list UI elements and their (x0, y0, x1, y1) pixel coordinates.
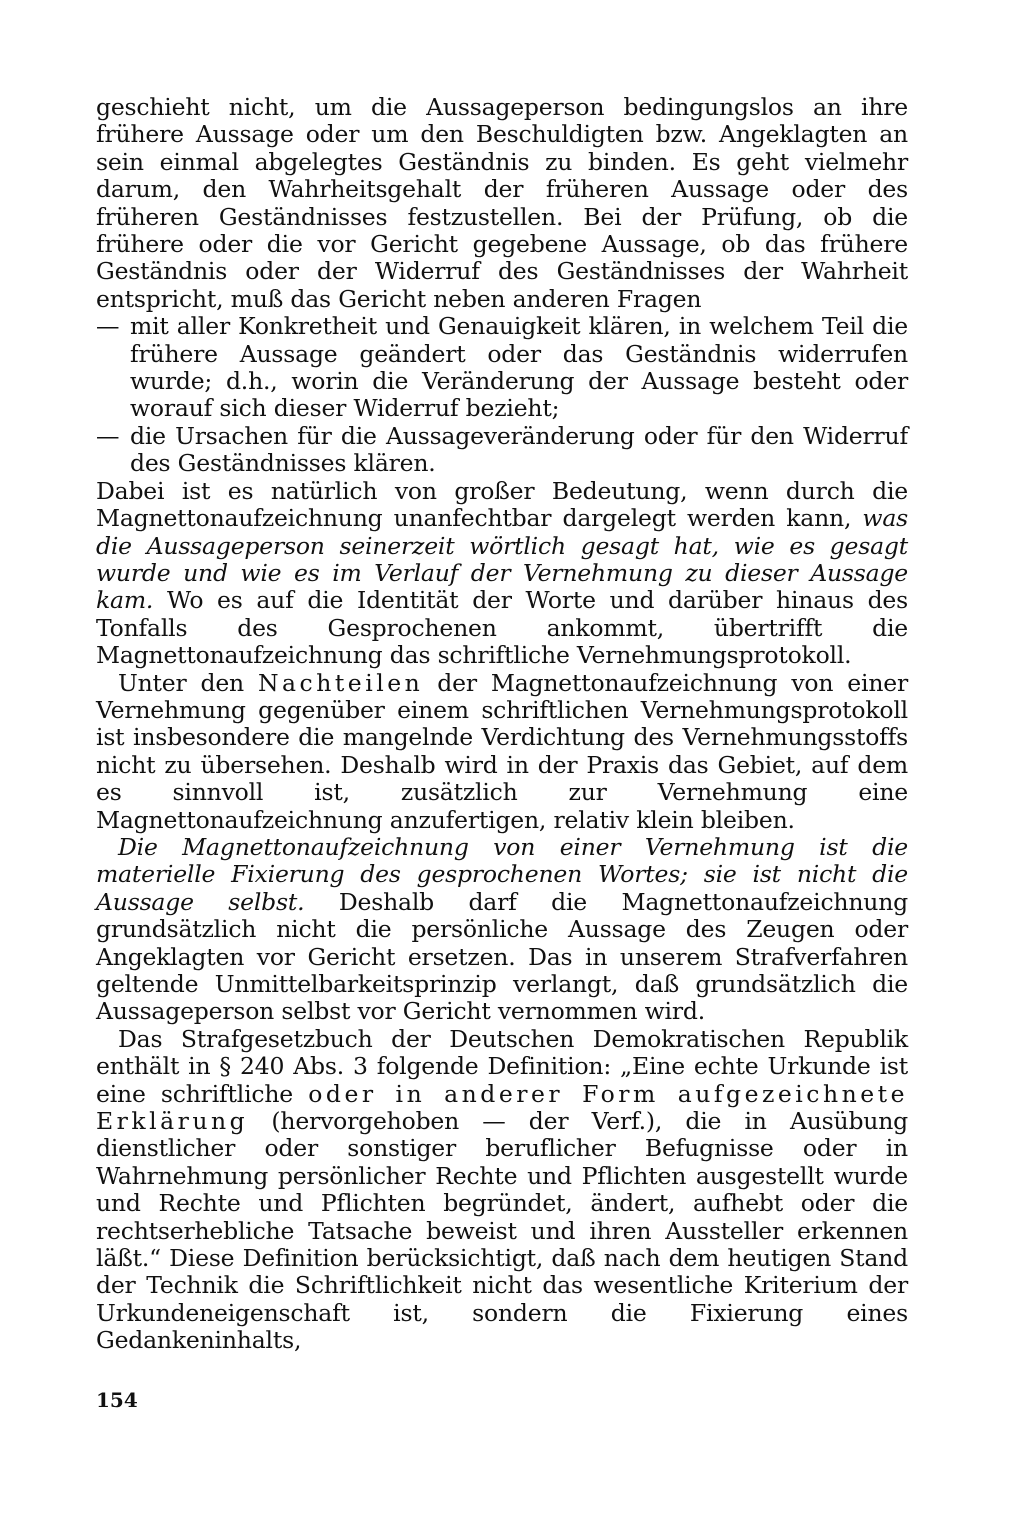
paragraph-5-text-after: (hervorgehoben — der Verf.), die in Ausübung dienstlicher oder sonstiger beruflicher Befugnisse oder in Wahrnehmung persönlicher Rechte und Pflichten ausgestellt wurde und Rechte und Pflichten begründet, ändert, aufhebt oder die rechtserhebliche Tatsache beweist und ihren Aussteller erkennen läßt.“ Diese Definition berücksichtigt, daß nach dem heutigen Stand der Technik die Schriftlichkeit nicht das wesentliche Kriterium der Urkundeneigenschaft ist, sondern die Fixierung eines Gedankeninhalts, (96, 1107, 908, 1355)
list-item-2-text: die Ursachen für die Aussageveränderung oder für den Widerruf des Geständnisses klären. (130, 421, 908, 478)
paragraph-4 (96, 834, 908, 1026)
list-item-1 (96, 313, 908, 423)
paragraph-1-text: geschieht nicht, um die Aussageperson bedingungslos an ihre frühere Aussage oder um den Beschuldigten bzw. Angeklagten an sein einmal abgelegtes Geständnis zu binden. Es geht vielmehr darum, den Wahrheitsgehalt der früheren Aussage oder des früheren Geständnisses festzustellen. Bei der Prüfung, ob die frühere oder die vor Gericht gegebene Aussage, ob das frühere Geständnis oder der Widerruf des Geständnisses der Wahrheit entspricht, muß das Gericht neben anderen Fragen (96, 93, 908, 313)
paragraph-2-text-before: Dabei ist es natürlich von großer Bedeutung, wenn durch die Magnettonaufzeichnung unanfechtbar dargelegt werden kann, (96, 476, 908, 533)
paragraph-4-text-after: Deshalb darf die Magnettonaufzeichnung grundsätzlich nicht die persönliche Aussage des Zeugen oder Angeklagten vor Gericht ersetzen. Das in unserem Strafverfahren geltende Unmittelbarkeitsprinzip verlangt, daß grundsätzlich die Aussageperson selbst vor Gericht vernommen wird. (96, 887, 909, 1026)
paragraph-3-text-after: der Magnettonaufzeichnung von einer Vernehmung gegenüber einem schriftlichen Vernehmungsprotokoll ist insbesondere die mangelnde Verdichtung des Vernehmungsstoffs nicht zu übersehen. Deshalb wird in der Praxis das Gebiet, auf dem es sinnvoll ist, zusätzlich zur Vernehmung eine Magnettonaufzeichnung anzufertigen, relativ klein bleiben. (96, 668, 908, 834)
paragraph-5-spaced-text: oder in anderer Form aufgezeichnete Erklärung (96, 1079, 908, 1136)
paragraph-2-text-after: Wo es auf die Identität der Worte und darüber hinaus des Tonfalls des Gesprochenen ankommt, übertrifft die Magnettonaufzeichnung das schriftliche Vernehmungsprotokoll. (96, 586, 908, 670)
paragraph-1 (96, 94, 908, 313)
paragraph-2 (96, 478, 908, 670)
dash-marker: — (96, 421, 120, 450)
page-number: 154 (96, 1388, 138, 1412)
list-item-1-text: mit aller Konkretheit und Genauigkeit klären, in welchem Teil die frühere Aussage geändert oder das Geständnis widerrufen wurde; d.h., worin die Veränderung der Aussage besteht oder worauf sich dieser Widerruf bezieht; (130, 312, 908, 423)
paragraph-3-spaced-text: Nachteilen (257, 668, 424, 697)
paragraph-3 (96, 670, 908, 834)
list-item-2 (96, 423, 908, 478)
paragraph-5 (96, 1026, 908, 1355)
body-text (96, 94, 908, 1355)
paragraph-4-italic-text: Die Magnettonaufzeichnung von einer Vernehmung ist die materielle Fixierung des gesprochenen Wortes; sie ist nicht die Aussage selbst. (96, 832, 908, 916)
paragraph-3-text-before: Unter den (118, 668, 258, 697)
dash-marker: — (96, 312, 120, 341)
paragraph-5-text-before: Das Strafgesetzbuch der Deutschen Demokratischen Republik enthält in § 240 Abs. 3 folgende Definition: „Eine echte Urkunde ist eine schriftliche (96, 1024, 908, 1108)
paragraph-2-italic-text: was die Aussageperson seinerzeit wörtlich gesagt hat, wie es gesagt wurde und wie es im Verlauf der Vernehmung zu dieser Aussage kam. (96, 504, 908, 615)
